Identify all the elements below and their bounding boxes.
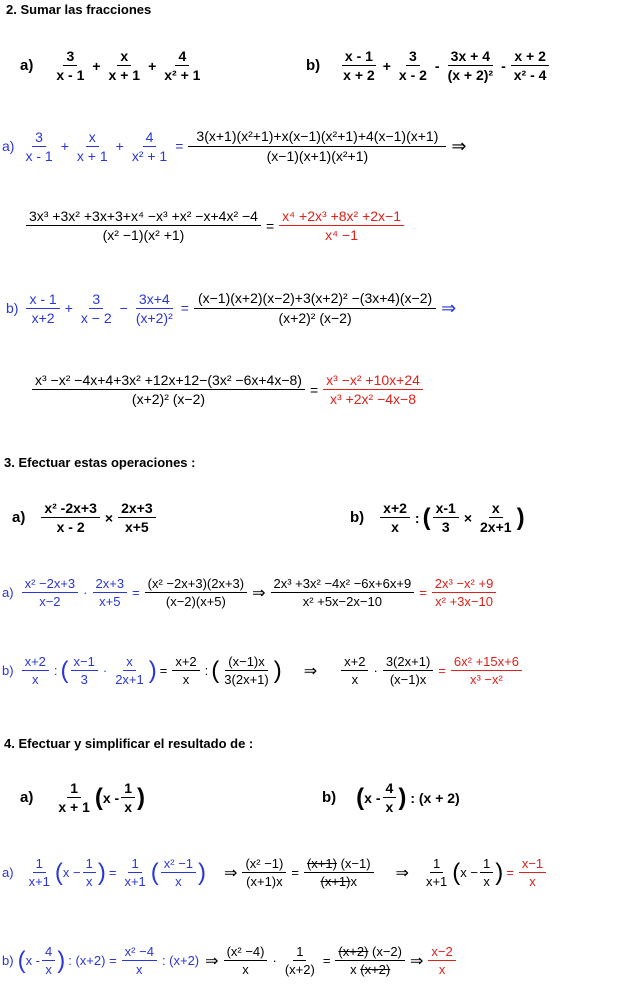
result-num: x−1 bbox=[519, 856, 546, 873]
solution-label-3b: b) bbox=[2, 663, 14, 678]
frac-num: (x² −4) bbox=[224, 944, 268, 961]
frac-den: x bbox=[483, 874, 490, 889]
frac-den: x² +5x−2x−10 bbox=[302, 594, 382, 609]
expr-x: x - bbox=[25, 953, 41, 968]
result-num: x⁴ +2x³ +8x² +2x−1 bbox=[279, 208, 404, 226]
frac-num: 4 bbox=[143, 129, 157, 147]
result-num: x³ −x² +10x+24 bbox=[323, 372, 423, 390]
cancelled-factor: (x+2) bbox=[360, 962, 391, 977]
frac-den: x+1 bbox=[28, 874, 50, 889]
frac-num: x² -2x+3 bbox=[41, 500, 100, 518]
solution-label-2b: b) bbox=[6, 300, 19, 316]
expr-x: x - bbox=[364, 789, 381, 806]
frac-den: 2x+1 bbox=[115, 672, 144, 687]
frac-den: x bbox=[351, 672, 359, 687]
result-den: x⁴ −1 bbox=[325, 227, 359, 243]
frac-num: x bbox=[123, 654, 136, 671]
frac-num: x bbox=[86, 129, 99, 147]
frac-num: 3x+4 bbox=[136, 291, 173, 309]
result-den: x bbox=[529, 874, 536, 889]
frac-den: x − 2 bbox=[80, 309, 112, 326]
frac-num: x+2 bbox=[22, 654, 49, 671]
frac-den: x² + 1 bbox=[164, 67, 201, 83]
frac-den: x bbox=[182, 672, 190, 687]
frac-den: x bbox=[385, 799, 394, 815]
problem-3a: a) $\frac{\text{x² -2x+3}}{x - 2}$ × $\frac{2x+3}{x+5}$ bbox=[12, 500, 158, 535]
frac-num: x bbox=[489, 500, 503, 518]
frac-den: x bbox=[391, 519, 399, 535]
frac-num: x bbox=[117, 48, 131, 66]
label-4a: a) bbox=[20, 789, 34, 806]
solution-2b-line-2: $\frac{\text{x³ −x² −4x+4+3x² +12x+12−(3x² −6x+4x−8)}}{\text{(x+2)² (x−2)}}$ = $\frac{\text{x³ −x² +10x+24}}{\text{x³ +2x² −4x−8}}$ bbox=[30, 372, 425, 407]
result-den: x³ +2x² −4x−8 bbox=[330, 391, 417, 407]
problem-2b: b) $\frac{x - 1}{x + 2}$ + $\frac{3}{x - 2}$ - $\frac{3x + 4}{\text{(x + 2)²}}$ - $\frac{x + 2}{\text{x² - 4}}$ bbox=[306, 48, 551, 83]
frac-den: (x−2)(x+5) bbox=[165, 594, 226, 609]
frac-num: x² −2x+3 bbox=[22, 576, 79, 593]
cancelled-factor: (x+2) bbox=[338, 944, 369, 959]
label-3a: a) bbox=[12, 509, 26, 526]
problem-2a: a) $\frac{3}{x - 1}$ + $\frac{x}{x + 1}$ + $\frac{4}{\text{x² + 1}}$ bbox=[20, 48, 205, 83]
frac-num: 3(2x+1) bbox=[383, 654, 433, 671]
frac-num: x+2 bbox=[341, 654, 368, 671]
frac-den: x bbox=[124, 799, 133, 815]
frac-den: (x+2)² bbox=[135, 309, 173, 326]
frac-den: (x+2)² (x−2) bbox=[131, 391, 206, 407]
frac-den: x + 1 bbox=[76, 147, 108, 164]
problem-3b: b) $\frac{x+2}{x}$ : ( $\frac{x-1}{3}$ × $\frac{x}{2x+1}$ ) bbox=[350, 500, 525, 535]
frac-den: (x+2)² (x−2) bbox=[278, 310, 352, 326]
implies-symbol: ⇒ bbox=[410, 952, 424, 970]
frac-num: x² −1 bbox=[161, 856, 196, 873]
frac-den: x² - 4 bbox=[513, 67, 547, 83]
solution-2b-line-1: b) $\frac{x - 1}{x+2}$ + $\frac{3}{x - 2}$ − $\frac{3x+4}{\text{(x+2)²}}$ = $\frac{\text{(x−1)(x+2)(x−2)+3(x+2)² −(3x+4)(x−2)}}{\text{(x+2)² (x−2)}}$ ⇒ bbox=[6, 290, 457, 326]
frac-num: 3x + 4 bbox=[448, 48, 493, 66]
implies-symbol: ⇒ bbox=[205, 952, 219, 970]
frac-den: (x+2) bbox=[284, 962, 315, 977]
frac-num: 3 bbox=[32, 129, 46, 147]
frac-den: x bbox=[45, 962, 52, 977]
result-num: 6x² +15x+6 bbox=[451, 654, 522, 671]
frac-den: (x−1)x bbox=[389, 672, 427, 687]
frac-num: 1 bbox=[430, 856, 443, 873]
section-3-heading: 3. Efectuar estas operaciones : bbox=[4, 455, 196, 470]
frac-num: 3x³ +3x² +3x+3+x⁴ −x³ +x² −x+4x² −4 bbox=[26, 208, 261, 226]
frac-den: 3(2x+1) bbox=[224, 672, 269, 687]
solution-2a-line-1: a) $\frac{3}{x - 1}$ + $\frac{x}{x + 1}$ + $\frac{4}{\text{x² + 1}}$ = $\frac{\text{3(x+1)(x²+1)+x(x−1)(x²+1)+4(x−1)(x+1)}}{\text{(x−1)(x+1)(x²+1)}}$ ⇒ bbox=[2, 128, 467, 164]
frac-den: x + 2 bbox=[343, 67, 375, 83]
expr-mid: : (x+2) = bbox=[68, 953, 117, 968]
frac-num: (x² −2x+3)(2x+3) bbox=[145, 576, 247, 593]
frac-den: x−2 bbox=[39, 594, 61, 609]
frac-den: x - 2 bbox=[398, 67, 427, 83]
frac-den: x bbox=[175, 874, 182, 889]
frac-den: x+5 bbox=[99, 594, 121, 609]
frac-num: 2x³ +3x² −4x² −6x+6x+9 bbox=[271, 576, 415, 593]
problem-4a: a) $\frac{1}{x + 1}$ ( x - $\frac{1}{x}$ ) bbox=[20, 780, 146, 815]
result-num: 2x³ −x² +9 bbox=[432, 576, 497, 593]
frac-num: (x−1)x bbox=[225, 654, 267, 671]
frac-num: 1 bbox=[83, 856, 96, 873]
frac-num: (x² −1) bbox=[242, 856, 286, 873]
frac-den: (x−1)(x+1)(x²+1) bbox=[266, 148, 369, 164]
frac-den: x + 1 bbox=[58, 799, 90, 815]
frac-den: x + 1 bbox=[108, 67, 141, 83]
expr-x: x − bbox=[62, 865, 81, 880]
frac-num: x - 1 bbox=[26, 291, 59, 309]
implies-symbol: ⇒ bbox=[451, 135, 467, 156]
frac-den: 3 bbox=[441, 519, 450, 535]
result-num: x−2 bbox=[428, 944, 455, 961]
frac-num: 1 bbox=[33, 856, 46, 873]
solution-label-4b: b) bbox=[2, 953, 14, 968]
frac-num: 3 bbox=[406, 48, 420, 66]
frac-den: x - 2 bbox=[56, 519, 85, 535]
problem-4b: b) ( x - $\frac{4}{x}$ ) : (x + 2) bbox=[322, 780, 460, 815]
label-4b: b) bbox=[322, 789, 337, 806]
frac-num: 3 bbox=[89, 291, 103, 309]
cancelled-factor: (x+1) bbox=[320, 874, 351, 889]
frac-num: x² −4 bbox=[122, 944, 157, 961]
implies-symbol: ⇒ bbox=[252, 584, 266, 602]
frac-num: 1 bbox=[128, 856, 141, 873]
frac-den: x+5 bbox=[124, 519, 149, 535]
solution-2a-line-2: $\frac{\text{3x³ +3x² +3x+3+x⁴ −x³ +x² −x+4x² −4}}{\text{(x² −1)(x² +1)}}$ = $\frac{\text{x⁴ +2x³ +8x² +2x−1}}{\text{x⁴ −1}}$ bbox=[24, 208, 406, 243]
expr-x: x − bbox=[460, 865, 478, 880]
frac-den: x+2 bbox=[31, 309, 55, 326]
frac-num: x+2 bbox=[380, 500, 410, 518]
frac-num: 1 bbox=[293, 944, 306, 961]
frac-den: x bbox=[136, 962, 143, 977]
result-den: x² +3x−10 bbox=[435, 594, 493, 609]
frac-num: 3 bbox=[63, 48, 77, 66]
frac-num: (x−1) bbox=[340, 856, 371, 871]
expr-mid: : (x+2) bbox=[161, 953, 200, 968]
cancelled-factor: (x+1) bbox=[306, 856, 337, 871]
frac-den: x bbox=[242, 962, 249, 977]
implies-symbol: ⇒ bbox=[441, 297, 457, 318]
frac-num: x-1 bbox=[433, 500, 459, 518]
result-den: x bbox=[438, 962, 446, 977]
frac-den: x bbox=[350, 962, 357, 977]
frac-num: x−1 bbox=[71, 654, 98, 671]
frac-num: 4 bbox=[42, 944, 55, 961]
solution-label-2a: a) bbox=[2, 138, 15, 154]
solution-3a: a) $\frac{\text{x² −2x+3}}{x-2}$ · $\frac{2x+3}{x+5}$ = $\frac{\text{(x² −2x+3)(2x+3)}}{(x-2)(x+5)}$ ⇒ $\frac{\text{2x³ +3x² −4x² −6x+6x+9}}{\text{x² +5x−2x−10}}$ = $\frac{\text{2x³ −x² +9}}{\text{x² +3x−10}}$ bbox=[2, 576, 498, 609]
frac-num: 2x+3 bbox=[93, 576, 128, 593]
frac-num: x - 1 bbox=[342, 48, 376, 66]
frac-den: x - 1 bbox=[56, 67, 85, 83]
frac-den: 3 bbox=[80, 672, 88, 687]
implies-symbol: ⇒ bbox=[395, 864, 409, 882]
frac-den: x - 1 bbox=[25, 147, 53, 164]
frac-num: 4 bbox=[175, 48, 189, 66]
section-4-heading: 4. Efectuar y simplificar el resultado de : bbox=[4, 736, 254, 751]
label-2a: a) bbox=[20, 57, 34, 74]
frac-den: x bbox=[31, 672, 39, 687]
solution-label-4a: a) bbox=[2, 865, 14, 880]
frac-den: (x² −1)(x² +1) bbox=[102, 227, 185, 243]
solution-4b: b) ( x - $\frac{4}{x}$ ) : (x+2) = $\frac{\text{x² −4}}{x}$ : (x+2) ⇒ $\frac{\text{(x² −4)}}{x}$ · $\frac{1}{(x+2)}$ = $\frac{(x+2) (x-2)}{x (x+2)}$ ⇒ $\frac{x-2}{x}$ bbox=[2, 944, 458, 977]
frac-num: 4 bbox=[383, 780, 397, 798]
label-3b: b) bbox=[350, 509, 365, 526]
frac-den: (x+1)x bbox=[246, 874, 283, 889]
frac-num: (x−1)(x+2)(x−2)+3(x+2)² −(3x+4)(x−2) bbox=[194, 290, 436, 309]
solution-label-3a: a) bbox=[2, 585, 14, 600]
implies-symbol: ⇒ bbox=[303, 662, 318, 680]
frac-den: x² + 1 bbox=[131, 147, 168, 164]
frac-num: (x−2) bbox=[372, 944, 402, 959]
result-den: x³ −x² bbox=[469, 672, 503, 687]
frac-num: x + 2 bbox=[511, 48, 549, 66]
frac-num: 3(x+1)(x²+1)+x(x−1)(x²+1)+4(x−1)(x+1) bbox=[188, 128, 446, 147]
frac-num: 1 bbox=[480, 856, 493, 873]
expr-tail: : (x + 2) bbox=[410, 789, 460, 806]
frac-den: (x + 2)² bbox=[447, 67, 494, 83]
solution-4a: a) $\frac{1}{x+1}$ ( x − $\frac{1}{x}$ ) = $\frac{1}{x+1}$ ( $\frac{\text{x² −1}}{x}$ ) ⇒ $\frac{\text{(x² −1)}}{(x+1)x}$ = $\frac{(x+1) (x-1)}{(x+1)x}$ ⇒ $\frac{1}{x+1}$ ( x − $\frac{1}{x}$ ) = $\frac{x-1}{x}$ bbox=[2, 856, 548, 889]
frac-den: 2x+1 bbox=[480, 519, 512, 535]
frac-num: x³ −x² −4x+4+3x² +12x+12−(3x² −6x+4x−8) bbox=[32, 372, 305, 390]
expr-x: x - bbox=[102, 789, 120, 806]
frac-den: x+1 bbox=[425, 874, 448, 889]
frac-den: x bbox=[350, 874, 357, 889]
label-2b: b) bbox=[306, 57, 321, 74]
frac-num: 1 bbox=[121, 780, 135, 798]
frac-num: 1 bbox=[67, 780, 81, 798]
solution-3b: b) $\frac{x+2}{x}$ : ( $\frac{x-1}{3}$ · $\frac{x}{2x+1}$ ) = $\frac{x+2}{x}$ : ( $\frac{(x-1)x}{3(2x+1)}$ ) ⇒ $\frac{x+2}{x}$ · $\frac{3(2x+1)}{(x-1)x}$ = $\frac{\text{6x² +15x+6}}{\text{x³ −x²}}$ bbox=[2, 654, 524, 687]
implies-symbol: ⇒ bbox=[224, 864, 238, 882]
section-2-heading: 2. Sumar las fracciones bbox=[6, 2, 152, 17]
frac-den: x+1 bbox=[124, 874, 146, 889]
frac-den: x bbox=[85, 874, 93, 889]
frac-num: x+2 bbox=[172, 654, 199, 671]
frac-num: 2x+3 bbox=[118, 500, 156, 518]
